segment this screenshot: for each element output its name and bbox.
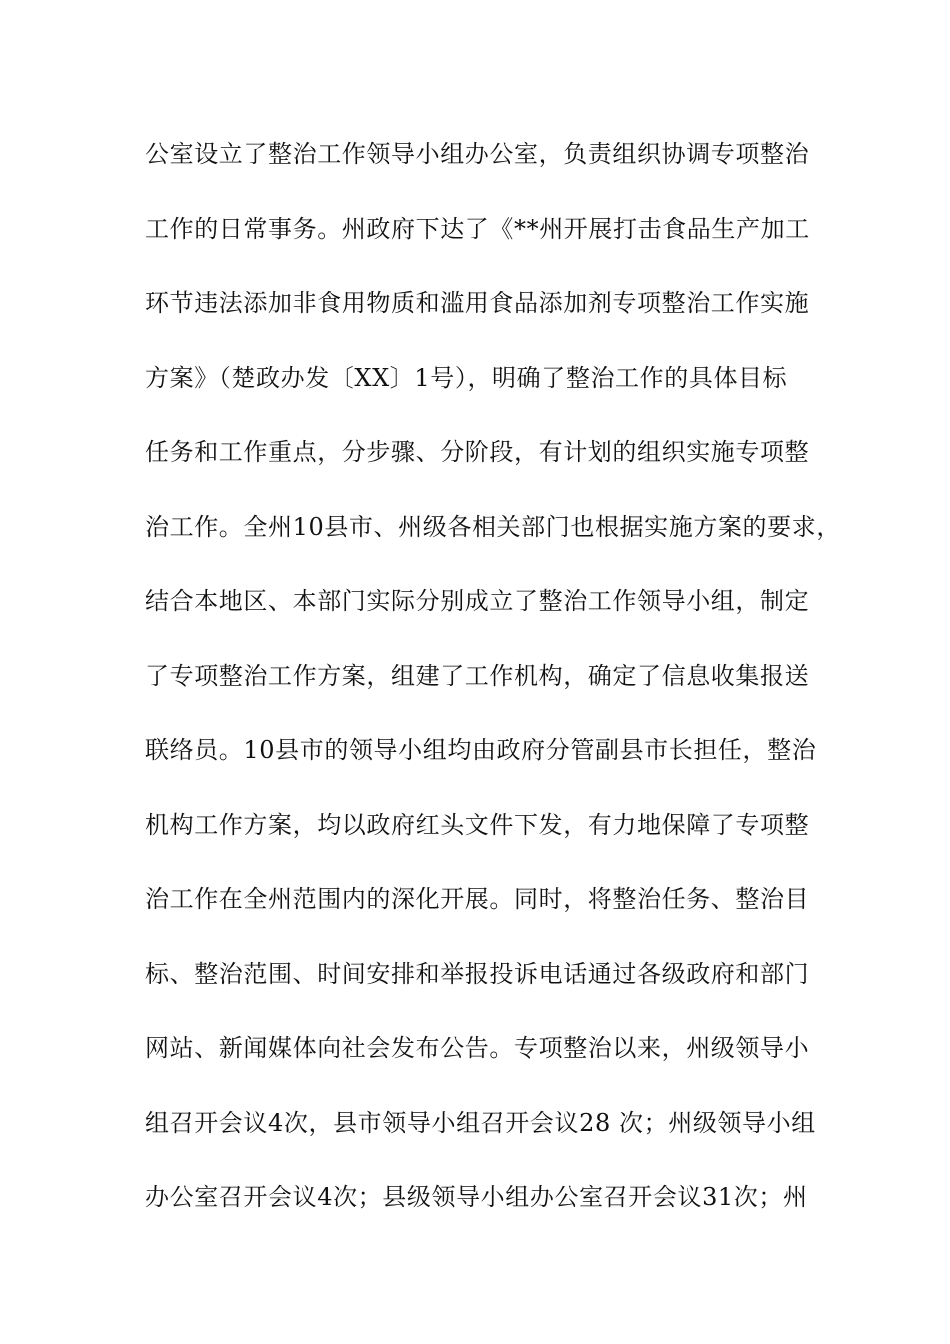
text-line: 组召开会议4次，县市领导小组召开会议28 次；州级领导小组 — [145, 1108, 816, 1137]
text-line: 公室设立了整治工作领导小组办公室，负责组织协调专项整治 — [145, 140, 810, 168]
text-line: 治工作在全州范围内的深化开展。同时，将整治任务、整治目 — [145, 885, 810, 913]
text-line: 机构工作方案，均以政府红头文件下发，有力地保障了专项整 — [145, 810, 810, 839]
text-line: 工作的日常事务。州政府下达了《**州开展打击食品生产加工 — [145, 214, 810, 243]
text-line: 环节违法添加非食用物质和滥用食品添加剂专项整治工作实施 — [145, 289, 810, 317]
text-line: 了专项整治工作方案，组建了工作机构，确定了信息收集报送 — [145, 661, 810, 690]
text-line: 联络员。10县市的领导小组均由政府分管副县市长担任，整治 — [145, 736, 817, 764]
text-line: 标、整治范围、时间安排和举报投诉电话通过各级政府和部门 — [145, 959, 810, 988]
text-line: 网站、新闻媒体向社会发布公告。专项整治以来，州级领导小 — [145, 1034, 810, 1062]
text-line: 办公室召开会议4次；县级领导小组办公室召开会议31次；州 — [145, 1183, 808, 1211]
text-line: 方案》（楚政办发〔XX〕1号），明确了整治工作的具体目标 — [145, 363, 788, 392]
text-line: 治工作。全州10县市、州级各相关部门也根据实施方案的要求， — [145, 512, 841, 541]
text-line: 结合本地区、本部门实际分别成立了整治工作领导小组，制定 — [145, 587, 810, 615]
body-paragraph — [145, 134, 841, 1252]
text-line: 任务和工作重点，分步骤、分阶段，有计划的组织实施专项整 — [145, 438, 810, 466]
